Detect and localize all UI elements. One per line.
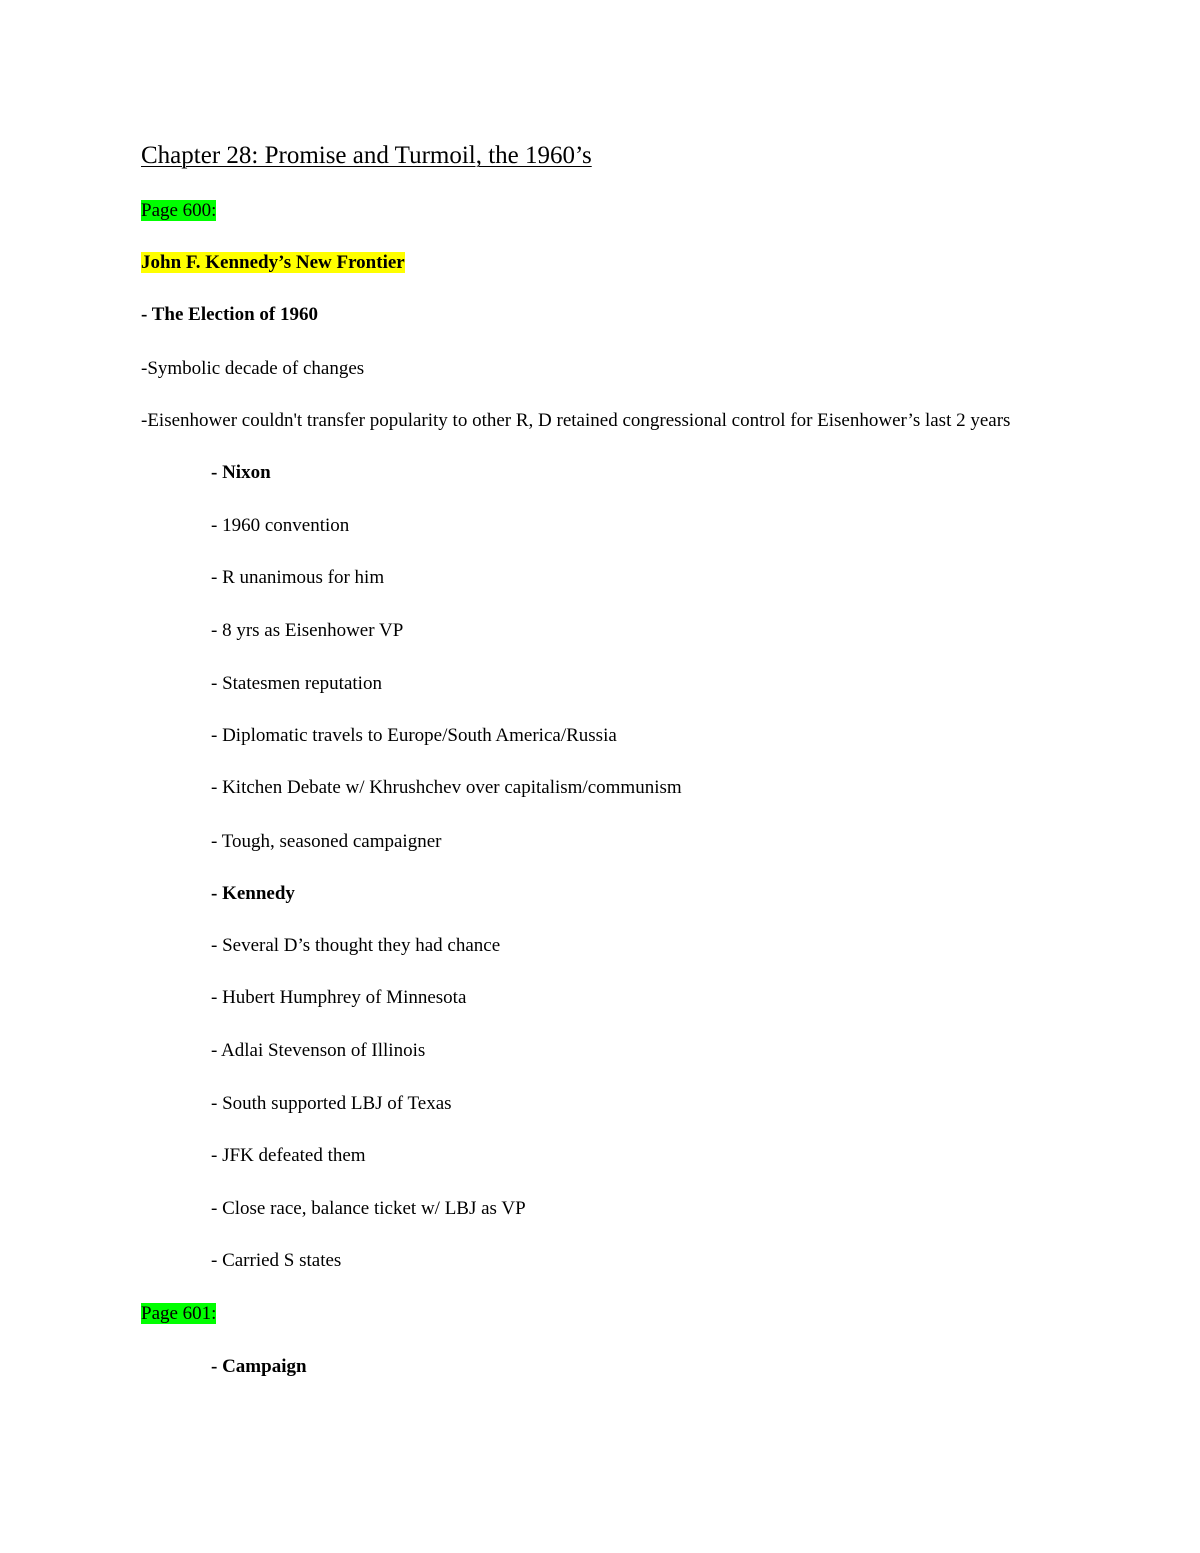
section-heading-text: John F. Kennedy’s New Frontier bbox=[141, 252, 405, 273]
list-item: - R unanimous for him bbox=[211, 567, 385, 588]
list-item: - South supported LBJ of Texas bbox=[211, 1093, 452, 1114]
list-item: - Carried S states bbox=[211, 1250, 342, 1271]
nixon-heading: - Nixon bbox=[211, 462, 271, 483]
intro-line: -Eisenhower couldn't transfer popularity to other R, D retained congressional control for Eisenhower’s last 2 years bbox=[141, 410, 1011, 431]
kennedy-heading: - Kennedy bbox=[211, 883, 295, 904]
list-item: - Diplomatic travels to Europe/South America/Russia bbox=[211, 725, 617, 746]
section-heading bbox=[141, 251, 405, 275]
list-item: - Kitchen Debate w/ Khrushchev over capitalism/communism bbox=[211, 777, 682, 798]
list-item: - JFK defeated them bbox=[211, 1145, 366, 1166]
list-item: - Hubert Humphrey of Minnesota bbox=[211, 987, 467, 1008]
list-item: - Adlai Stevenson of Illinois bbox=[211, 1040, 426, 1061]
campaign-heading: - Campaign bbox=[211, 1356, 307, 1377]
page-601-label: Page 601: bbox=[141, 1303, 217, 1324]
list-item: - 1960 convention bbox=[211, 515, 350, 536]
intro-line: -Symbolic decade of changes bbox=[141, 358, 365, 379]
list-item: - Close race, balance ticket w/ LBJ as VP bbox=[211, 1198, 526, 1219]
list-item: - Statesmen reputation bbox=[211, 673, 382, 694]
page-600-label: Page 600: bbox=[141, 200, 217, 221]
subheading-election-1960: - The Election of 1960 bbox=[141, 304, 318, 325]
list-item: - Tough, seasoned campaigner bbox=[211, 831, 442, 852]
page-marker-601 bbox=[141, 1302, 216, 1326]
list-item: - Several D’s thought they had chance bbox=[211, 935, 501, 956]
page-marker-600 bbox=[141, 199, 216, 223]
list-item: - 8 yrs as Eisenhower VP bbox=[211, 620, 404, 641]
chapter-title: Chapter 28: Promise and Turmoil, the 1960’s bbox=[141, 142, 592, 169]
